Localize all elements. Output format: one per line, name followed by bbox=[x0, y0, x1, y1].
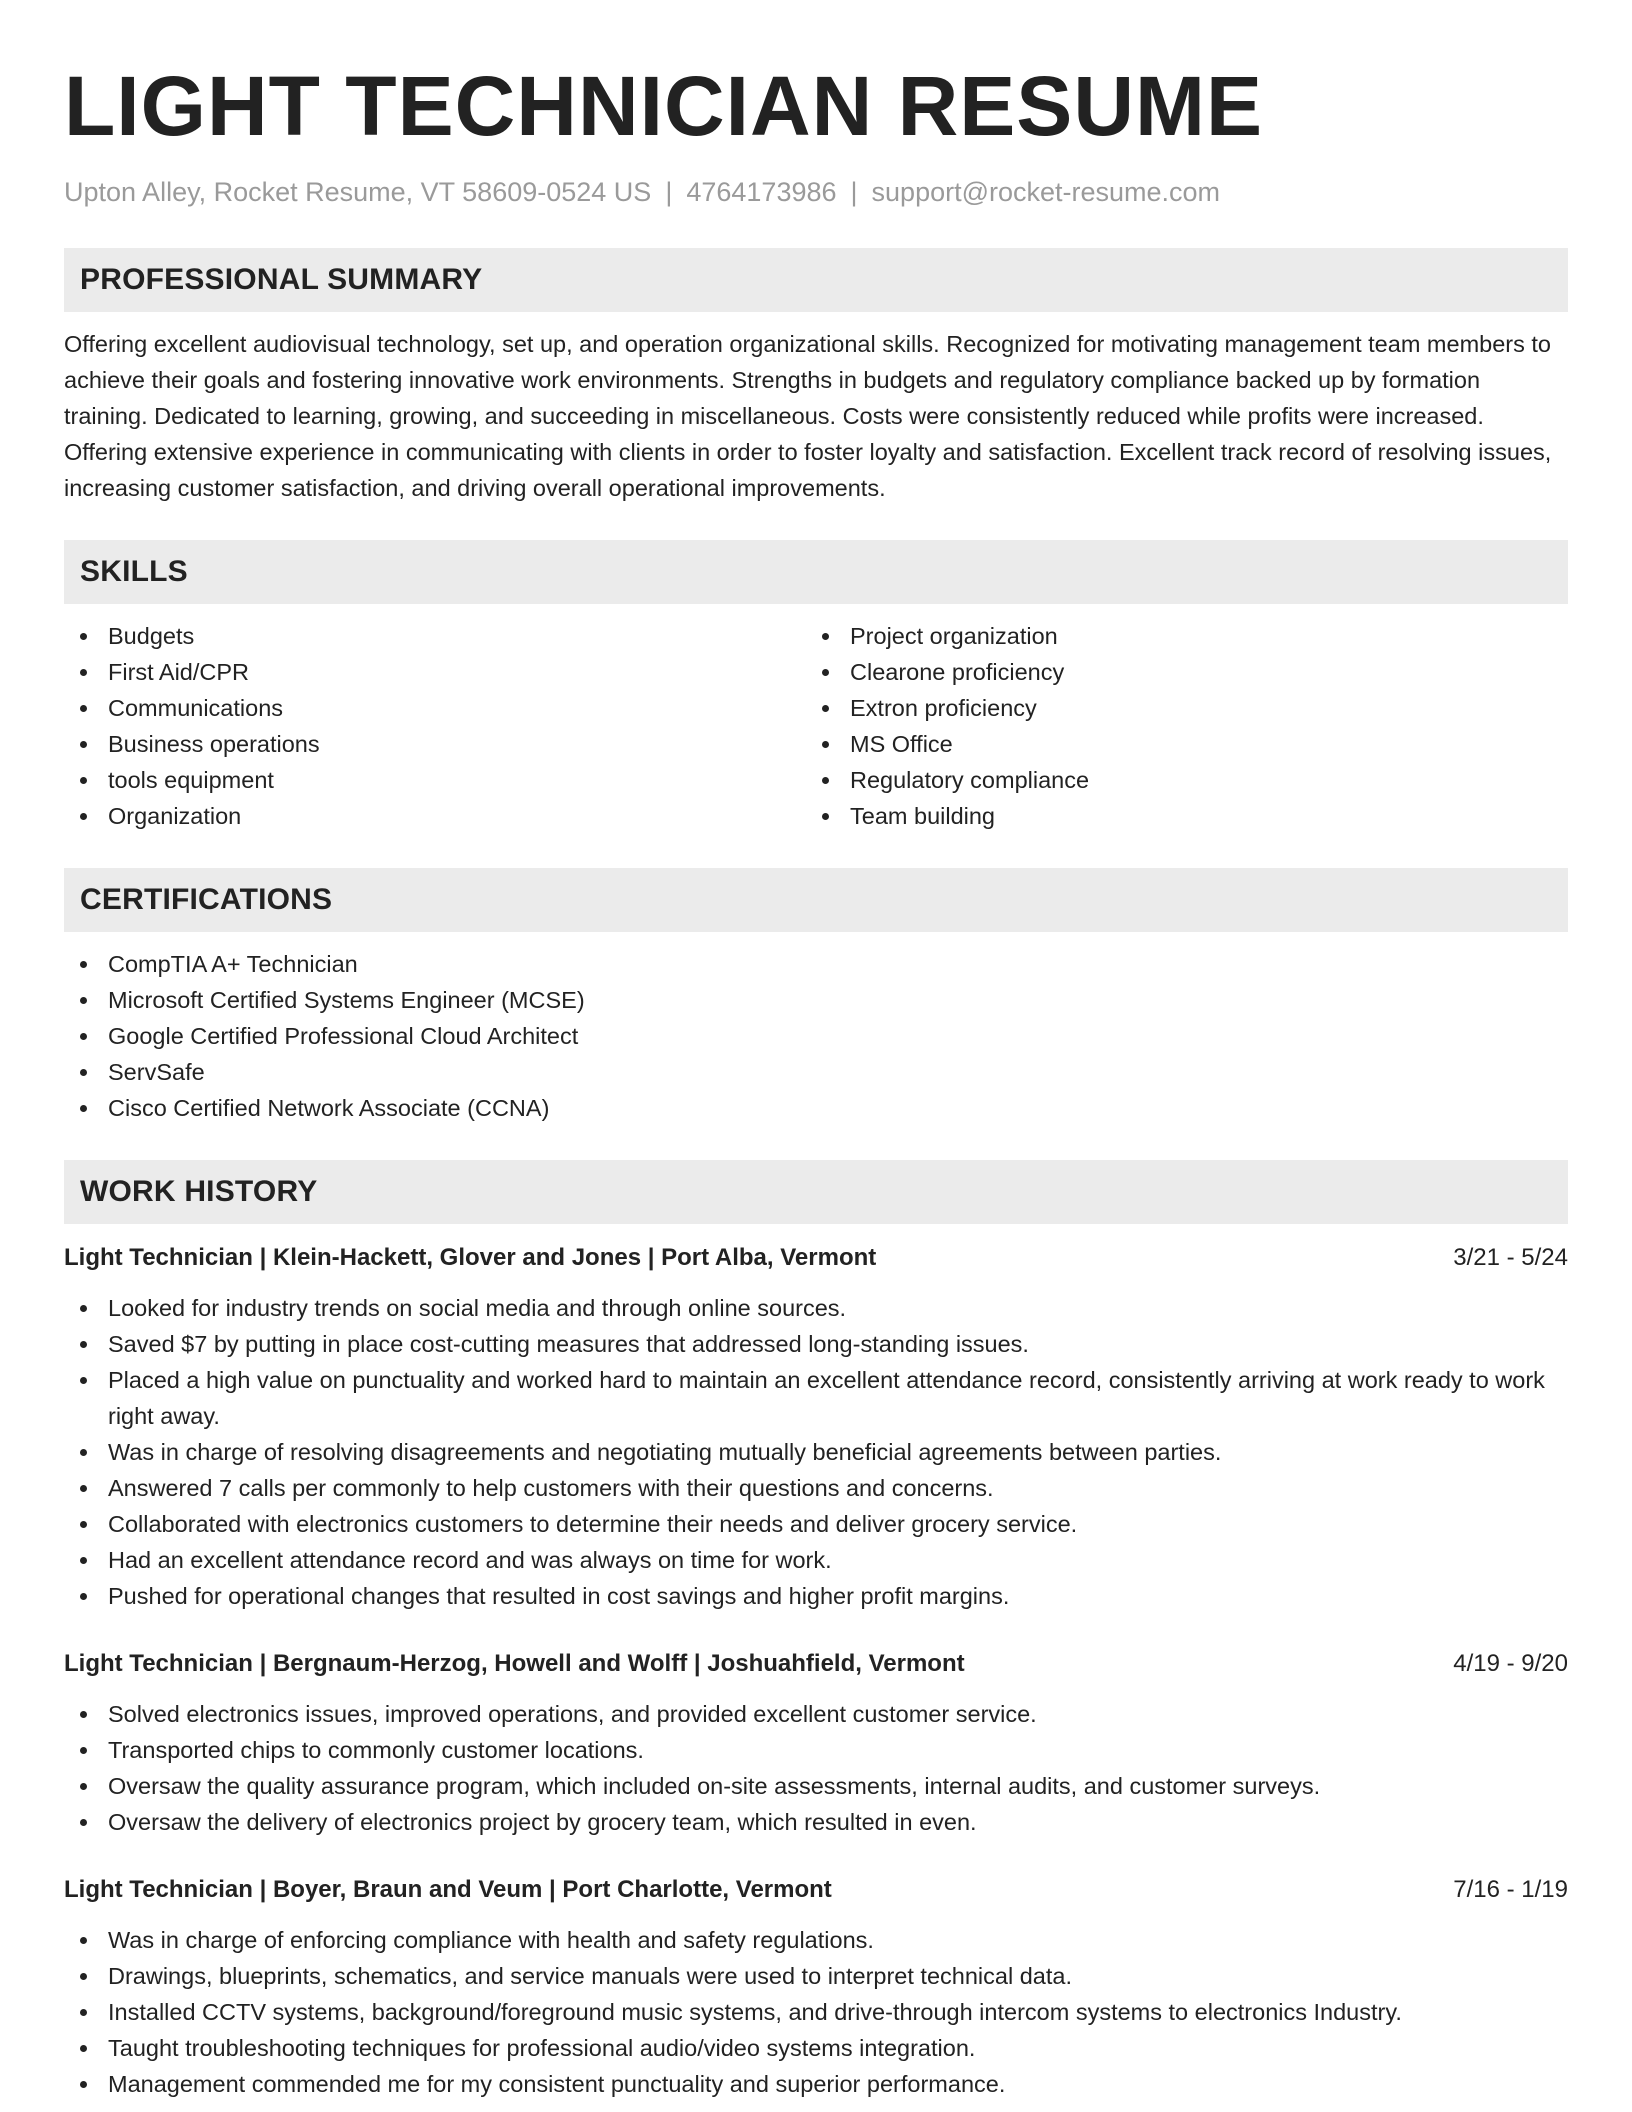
contact-line bbox=[64, 174, 1568, 210]
job-bullet: Transported chips to commonly customer locations. bbox=[64, 1732, 1568, 1768]
job-entry bbox=[64, 1872, 1568, 2102]
section-header-summary: PROFESSIONAL SUMMARY bbox=[64, 248, 1568, 312]
certifications-list bbox=[64, 946, 1568, 1126]
contact-phone: 4764173986 bbox=[686, 177, 837, 207]
job-bullet: Collaborated with electronics customers to determine their needs and deliver grocery service. bbox=[64, 1506, 1568, 1542]
job-title: Light Technician | Klein-Hackett, Glover and Jones | Port Alba, Vermont bbox=[64, 1244, 877, 1271]
summary-text: Offering excellent audiovisual technology, set up, and operation organizational skills. Recognized for motivating management team members to achieve their goals and fostering innovative work environments. Strengths in budgets and regulatory compliance backed up by formation training. Dedicated to learning, growing, and succeeding in miscellaneous. Costs were consistently reduced while profits were increased. Offering extensive experience in communicating with clients in order to foster loyalty and satisfaction. Excellent track record of resolving issues, increasing customer satisfaction, and driving overall operational improvements. bbox=[64, 331, 1552, 501]
job-bullet: Taught troubleshooting techniques for professional audio/video systems integration. bbox=[64, 2030, 1568, 2066]
job-dates: 3/21 - 5/24 bbox=[1453, 1244, 1568, 1271]
skills-right-list bbox=[806, 618, 1548, 834]
job-header bbox=[64, 1240, 1568, 1276]
job-bullet: Was in charge of enforcing compliance with health and safety regulations. bbox=[64, 1922, 1568, 1958]
job-bullet: Solved electronics issues, improved operations, and provided excellent customer service. bbox=[64, 1696, 1568, 1732]
contact-separator: | bbox=[850, 177, 858, 207]
job-bullets bbox=[64, 1696, 1568, 1840]
job-bullet: Installed CCTV systems, background/foreground music systems, and drive-through intercom systems to electronics Industry. bbox=[64, 1994, 1568, 2030]
skill-item: Budgets bbox=[64, 618, 806, 654]
skills-left-list bbox=[64, 618, 806, 834]
job-title: Light Technician | Boyer, Braun and Veum | Port Charlotte, Vermont bbox=[64, 1876, 832, 1903]
job-bullet: Management commended me for my consistent punctuality and superior performance. bbox=[64, 2066, 1568, 2102]
skill-item: tools equipment bbox=[64, 762, 806, 798]
job-bullet: Saved $7 by putting in place cost-cutting measures that addressed long-standing issues. bbox=[64, 1326, 1568, 1362]
resume-title: LIGHT TECHNICIAN RESUME bbox=[64, 59, 1263, 153]
skill-item: MS Office bbox=[806, 726, 1548, 762]
section-header-skills: SKILLS bbox=[64, 540, 1568, 604]
contact-separator: | bbox=[665, 177, 673, 207]
job-bullet: Drawings, blueprints, schematics, and service manuals were used to interpret technical data. bbox=[64, 1958, 1568, 1994]
job-bullets bbox=[64, 1290, 1568, 1614]
skill-item: Regulatory compliance bbox=[806, 762, 1548, 798]
skills-grid bbox=[64, 618, 1568, 834]
skill-item: Organization bbox=[64, 798, 806, 834]
certification-item: Google Certified Professional Cloud Architect bbox=[64, 1018, 1568, 1054]
skill-item: First Aid/CPR bbox=[64, 654, 806, 690]
certification-item: Microsoft Certified Systems Engineer (MCSE) bbox=[64, 982, 1568, 1018]
skill-item: Extron proficiency bbox=[806, 690, 1548, 726]
skill-item: Business operations bbox=[64, 726, 806, 762]
job-bullets bbox=[64, 1922, 1568, 2102]
job-header bbox=[64, 1872, 1568, 1908]
skill-item: Communications bbox=[64, 690, 806, 726]
job-bullet: Placed a high value on punctuality and worked hard to maintain an excellent attendance record, consistently arriving at work ready to work right away. bbox=[64, 1362, 1568, 1434]
job-bullet: Was in charge of resolving disagreements and negotiating mutually beneficial agreements between parties. bbox=[64, 1434, 1568, 1470]
job-bullet: Looked for industry trends on social media and through online sources. bbox=[64, 1290, 1568, 1326]
resume-page bbox=[64, 56, 1568, 2102]
job-header bbox=[64, 1646, 1568, 1682]
job-entry bbox=[64, 1646, 1568, 1840]
job-bullet: Oversaw the delivery of electronics project by grocery team, which resulted in even. bbox=[64, 1804, 1568, 1840]
certification-item: ServSafe bbox=[64, 1054, 1568, 1090]
job-dates: 7/16 - 1/19 bbox=[1453, 1876, 1568, 1903]
job-bullet: Answered 7 calls per commonly to help customers with their questions and concerns. bbox=[64, 1470, 1568, 1506]
job-bullet: Oversaw the quality assurance program, which included on-site assessments, internal audits, and customer surveys. bbox=[64, 1768, 1568, 1804]
job-bullet: Had an excellent attendance record and was always on time for work. bbox=[64, 1542, 1568, 1578]
job-entry bbox=[64, 1240, 1568, 1614]
certification-item: CompTIA A+ Technician bbox=[64, 946, 1568, 982]
job-dates: 4/19 - 9/20 bbox=[1453, 1650, 1568, 1677]
section-header-work-history: WORK HISTORY bbox=[64, 1160, 1568, 1224]
contact-email: support@rocket-resume.com bbox=[871, 177, 1221, 207]
job-title: Light Technician | Bergnaum-Herzog, Howell and Wolff | Joshuahfield, Vermont bbox=[64, 1650, 965, 1677]
skill-item: Clearone proficiency bbox=[806, 654, 1548, 690]
skill-item: Project organization bbox=[806, 618, 1548, 654]
job-bullet: Pushed for operational changes that resulted in cost savings and higher profit margins. bbox=[64, 1578, 1568, 1614]
skill-item: Team building bbox=[806, 798, 1548, 834]
section-header-certifications: CERTIFICATIONS bbox=[64, 868, 1568, 932]
certification-item: Cisco Certified Network Associate (CCNA) bbox=[64, 1090, 1568, 1126]
contact-address: Upton Alley, Rocket Resume, VT 58609-0524 US bbox=[64, 177, 652, 207]
